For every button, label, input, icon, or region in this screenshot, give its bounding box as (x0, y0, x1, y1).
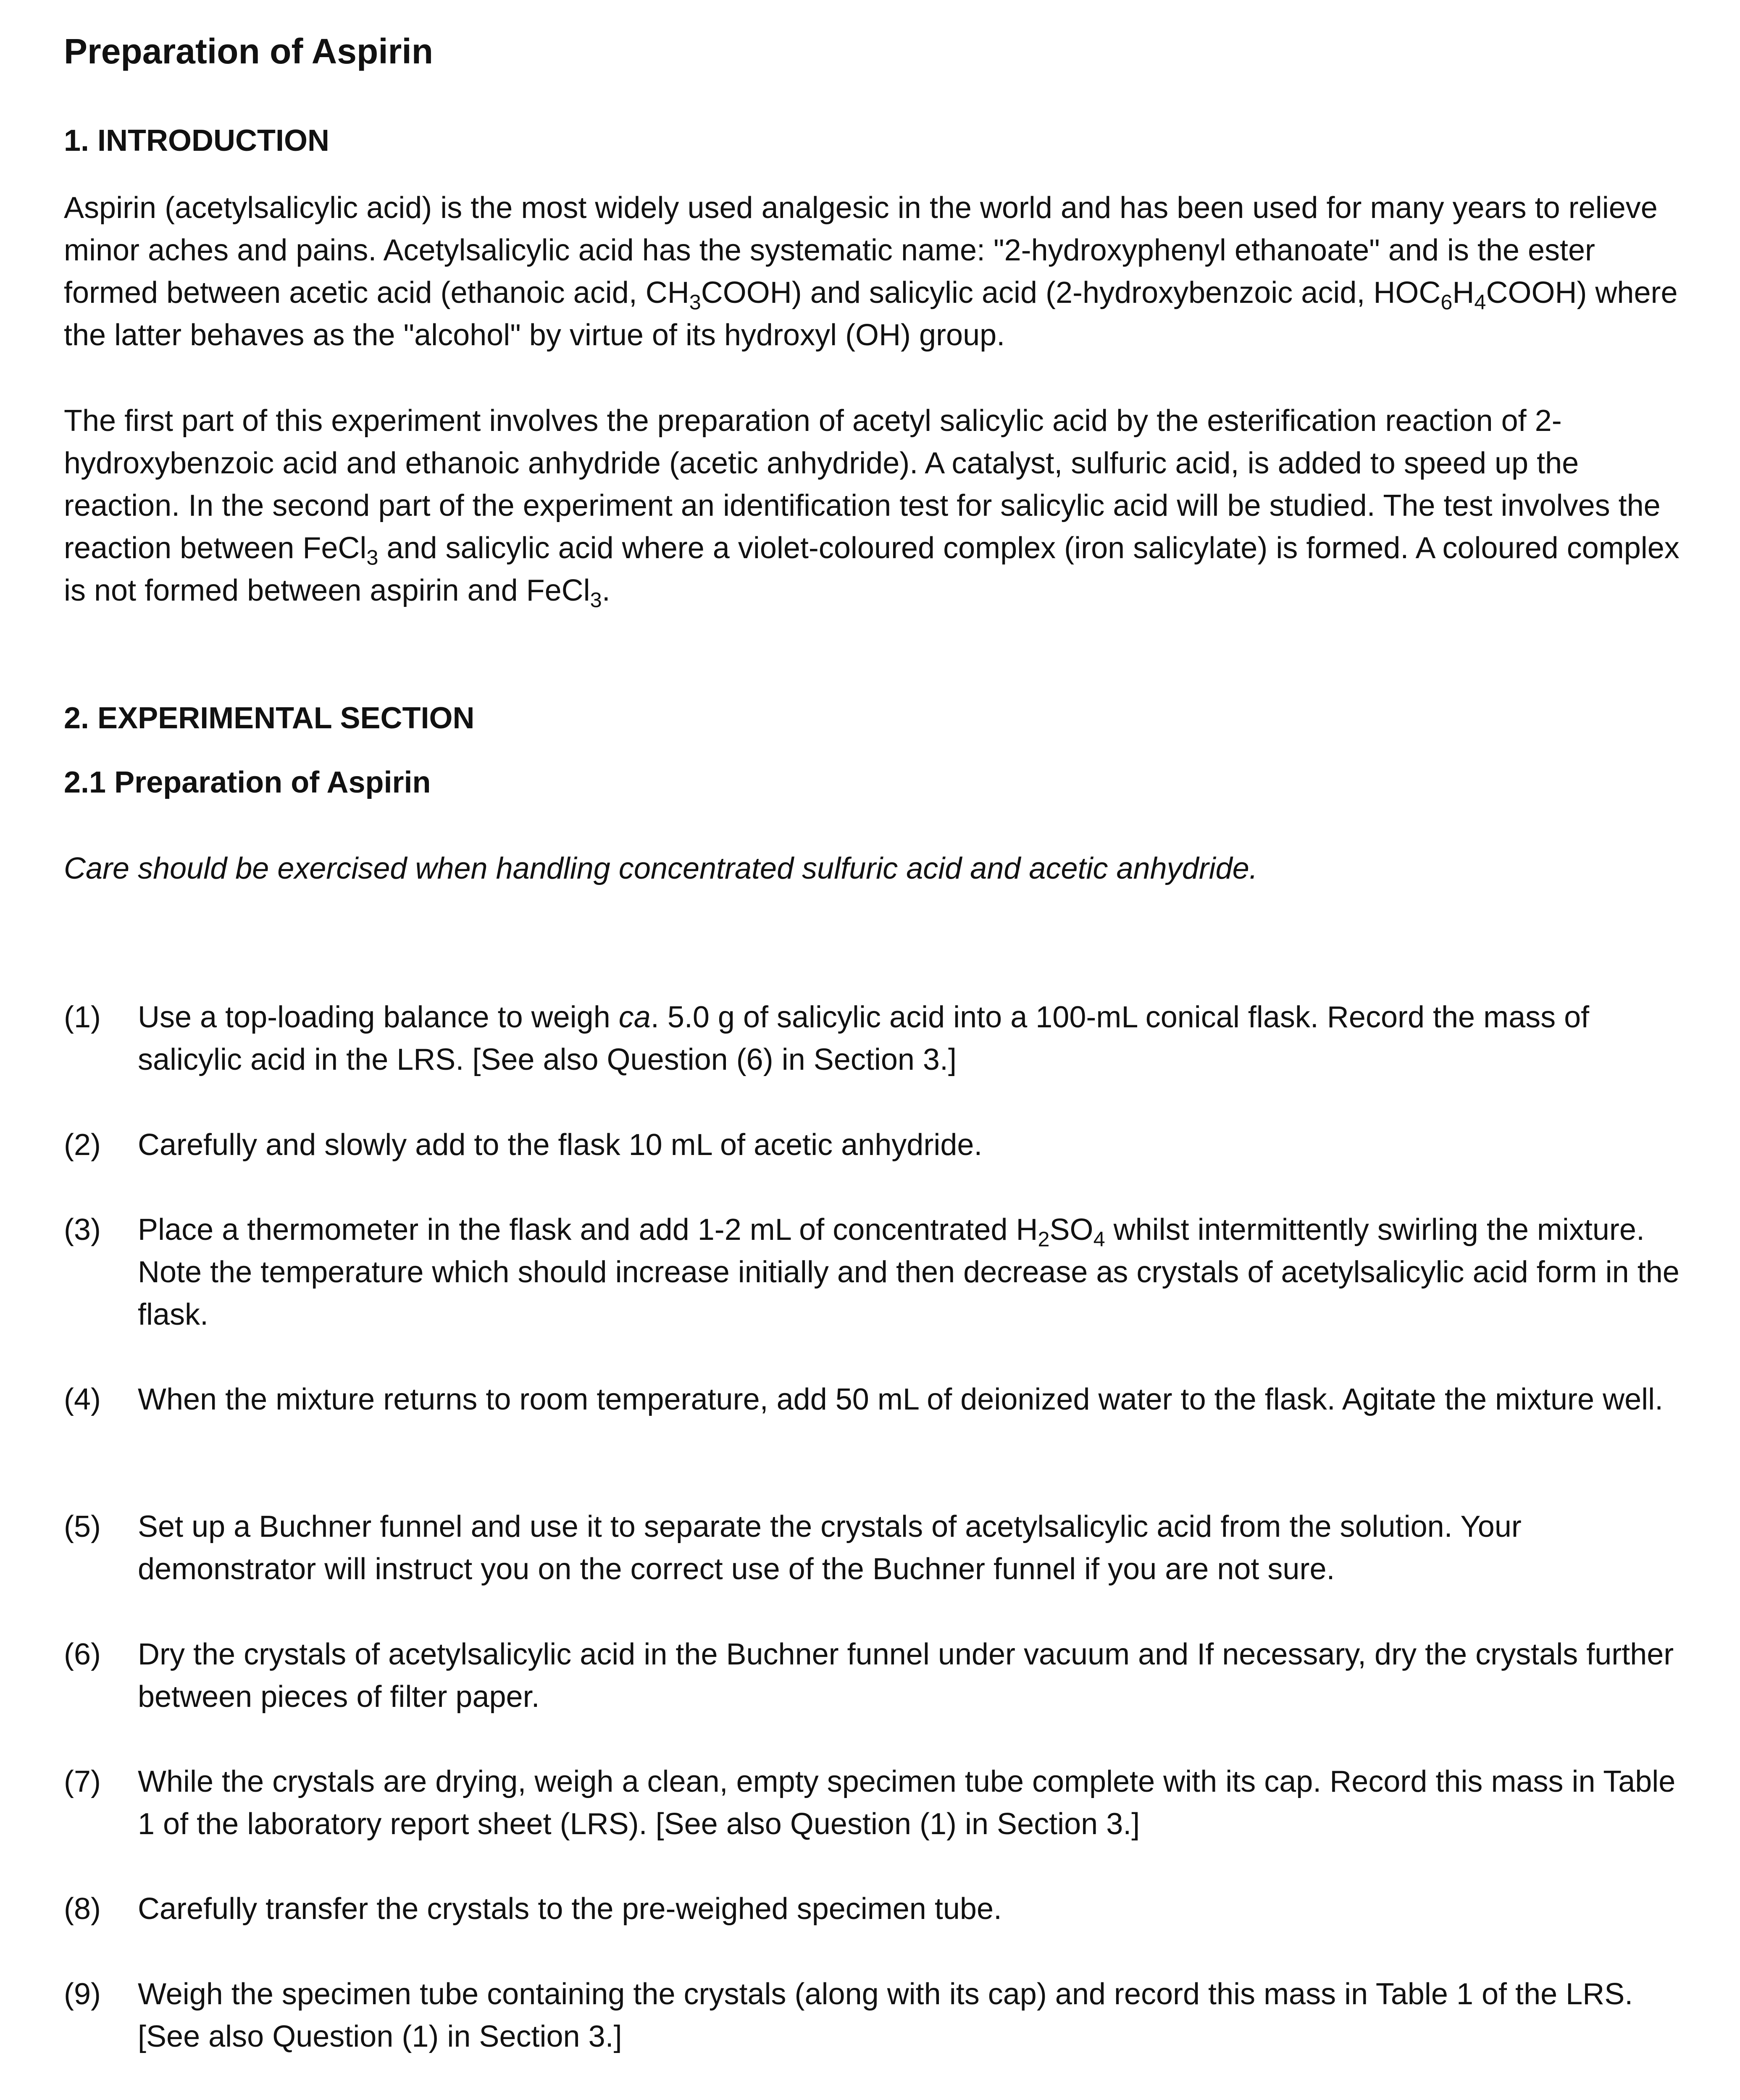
step-text: Dry the crystals of acetylsalicylic acid in the Buchner funnel under vacuum and If necessary, dry the crystals further between pieces of filter paper. (138, 1638, 1674, 1714)
procedure-step-7 (64, 1761, 1681, 1845)
text-run: . (602, 574, 610, 607)
step-text: Weigh the specimen tube containing the crystals (along with its cap) and record this mass in Table 1 of the LRS. [See also Question (1) in Section 3.] (138, 1977, 1633, 2053)
text-run: Aspirin (acetylsalicylic acid) is the most widely used analgesic in the world and has been used for many years to relieve minor aches and pains. Acetylsalicylic acid has the systematic name: "2-hydroxyphenyl ethanoate" and is the ester formed between acetic acid (ethanoic acid, CH (64, 191, 1658, 310)
step-text: Carefully and slowly add to the flask 10 mL of acetic anhydride. (138, 1128, 983, 1162)
step-number: (1) (64, 1000, 101, 1034)
subscript: 3 (366, 545, 378, 570)
procedure-step-2 (64, 1124, 1681, 1166)
text-run: . 5.0 g of salicylic acid into a 100-mL conical flask. Record the mass of salicylic acid in the LRS. [See also Question (6) in Section 3.] (138, 1000, 1590, 1076)
step-text (138, 996, 1681, 1081)
italic-text: ca (618, 1000, 651, 1034)
step-number: (6) (64, 1638, 101, 1671)
step-number: (3) (64, 1213, 101, 1247)
subscript: 4 (1093, 1227, 1105, 1251)
procedure-step-5 (64, 1506, 1681, 1591)
step-text: Carefully transfer the crystals to the pre-weighed specimen tube. (138, 1892, 1002, 1926)
section-heading-experimental: 2. EXPERIMENTAL SECTION (64, 701, 475, 735)
intro-paragraph-2 (64, 400, 1681, 612)
page-title: Preparation of Aspirin (64, 32, 434, 71)
step-text (138, 1209, 1681, 1336)
subscript: 3 (590, 588, 602, 612)
subscript: 2 (1038, 1227, 1050, 1251)
subsection-heading: 2.1 Preparation of Aspirin (64, 766, 431, 799)
step-text: Set up a Buchner funnel and use it to separate the crystals of acetylsalicylic acid from the solution. Your demonstrator will instruct you on the correct use of the Buchner funnel if you are not sure. (138, 1510, 1522, 1586)
step-number: (5) (64, 1510, 101, 1544)
intro-paragraph-1 (64, 187, 1681, 357)
subscript: 4 (1474, 290, 1486, 314)
section-heading-introduction: 1. INTRODUCTION (64, 124, 330, 158)
step-number: (8) (64, 1892, 101, 1926)
step-number: (2) (64, 1128, 101, 1162)
step-number: (4) (64, 1383, 101, 1416)
text-run: whilst intermittently swirling the mixture. Note the temperature which should increase initially and then decrease as crystals of acetylsalicylic acid form in the flask. (138, 1213, 1680, 1331)
text-run: and salicylic acid where a violet-coloured complex (iron salicylate) is formed. A coloured complex is not formed between aspirin and FeCl (64, 531, 1680, 607)
step-text: While the crystals are drying, weigh a clean, empty specimen tube complete with its cap. Record this mass in Table 1 of the laboratory report sheet (LRS). [See also Question (1) in Section 3.] (138, 1765, 1676, 1841)
step-text: When the mixture returns to room temperature, add 50 mL of deionized water to the flask. Agitate the mixture well. (138, 1383, 1664, 1416)
text-run: SO (1049, 1213, 1093, 1247)
text-run: Place a thermometer in the flask and add 1-2 mL of concentrated H (138, 1213, 1038, 1247)
procedure-step-3 (64, 1209, 1681, 1336)
caution-note: Care should be exercised when handling concentrated sulfuric acid and acetic anhydride. (64, 852, 1258, 885)
text-run: The first part of this experiment involves the preparation of acetyl salicylic acid by the esterification reaction of 2-hydroxybenzoic acid and ethanoic anhydride (acetic anhydride). A catalyst, sulfuric acid, is added to speed up the reaction. In the second part of the experiment an identification test for salicylic acid will be studied. The test involves the reaction between FeCl (64, 404, 1661, 565)
text-run: COOH) where the latter behaves as the "alcohol" by virtue of its hydroxyl (OH) group. (64, 276, 1678, 352)
text-run: COOH) and salicylic acid (2-hydroxybenzoic acid, HOC (701, 276, 1441, 310)
text-run: H (1452, 276, 1475, 310)
subscript: 6 (1440, 290, 1453, 314)
text-run: Use a top-loading balance to weigh (138, 1000, 619, 1034)
subscript: 3 (689, 290, 701, 314)
procedure-step-1 (64, 996, 1681, 1081)
procedure-step-8 (64, 1888, 1681, 1930)
procedure-step-9 (64, 1973, 1681, 2058)
procedure-step-6 (64, 1633, 1681, 1718)
step-number: (7) (64, 1765, 101, 1798)
procedure-step-4 (64, 1378, 1681, 1421)
step-number: (9) (64, 1977, 101, 2011)
